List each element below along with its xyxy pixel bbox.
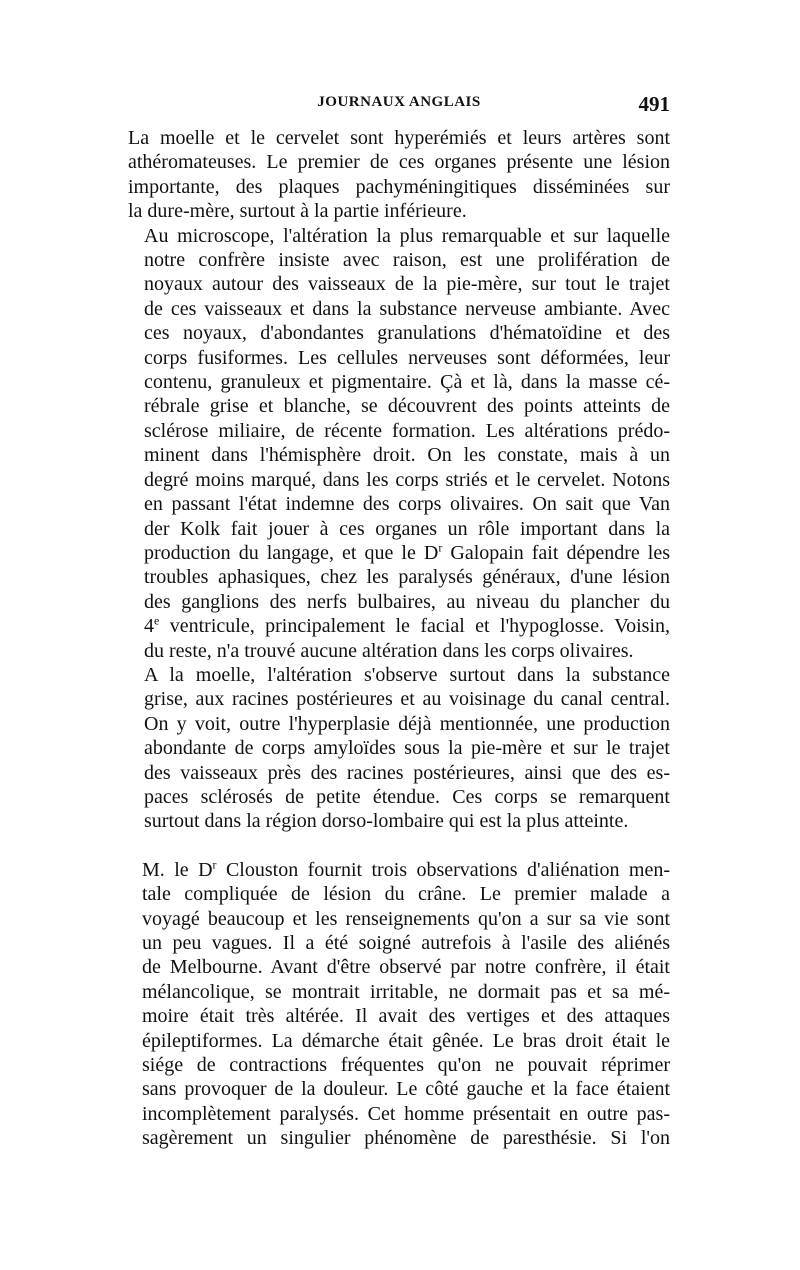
text-line: des ganglions des nerfs bulbaires, au niveau du plancher du xyxy=(144,590,670,613)
text-line: noyaux autour des vaisseaux de la pie-mère, sur tout le trajet xyxy=(144,273,670,296)
text-line: sans provoquer de la douleur. Le côté gauche et la face étaient xyxy=(142,1078,670,1101)
text-line: der Kolk fait jouer à ces organes un rôle important dans la xyxy=(144,517,670,540)
text-line: en passant l'état indemne des corps olivaires. On sait que Van xyxy=(144,493,670,516)
text-line: tale compliquée de lésion du crâne. Le premier malade a xyxy=(142,883,670,906)
text-line: surtout dans la région dorso-lombaire qui est la plus atteinte. xyxy=(144,810,629,833)
text-line: athéromateuses. Le premier de ces organes présente une lésion xyxy=(128,151,670,174)
text-line: corps fusiformes. Les cellules nerveuses sont déformées, leur xyxy=(144,346,670,369)
text-segment: 4 xyxy=(144,615,154,638)
text-line: moire était très altérée. Il avait des vertiges et des attaques xyxy=(142,1005,670,1028)
text-line: siége de contractions fréquentes qu'on ne pouvait réprimer xyxy=(142,1054,670,1077)
text-segment: M. le D xyxy=(142,858,213,881)
text-line: incomplètement paralysés. Cet homme présentait en outre pas- xyxy=(142,1102,670,1125)
paragraph-2 xyxy=(128,224,670,663)
text-line xyxy=(128,858,670,882)
text-line: A la moelle, l'altération s'observe surtout dans la substance xyxy=(144,663,670,686)
text-line: degré moins marqué, dans les corps striés et le cervelet. Notons xyxy=(144,468,670,491)
text-line xyxy=(128,541,670,565)
text-line: minent dans l'hémisphère droit. On les constate, mais à un xyxy=(144,444,670,467)
text-line: la dure-mère, surtout à la partie inférieure. xyxy=(128,200,467,223)
text-line: voyagé beaucoup et les renseignements qu'on a sur sa vie sont xyxy=(142,907,670,930)
running-title: JOURNAUX ANGLAIS xyxy=(317,94,481,110)
text-line: On y voit, outre l'hyperplasie déjà mentionnée, une production xyxy=(144,712,670,735)
text-line: sclérose miliaire, de récente formation. Les altérations prédo- xyxy=(144,419,670,442)
text-line: mélancolique, se montrait irritable, ne dormait pas et sa mé- xyxy=(142,980,670,1003)
text-line: des vaisseaux près des racines postérieures, ainsi que des es- xyxy=(144,761,670,784)
text-line: Au microscope, l'altération la plus remarquable et sur laquelle xyxy=(144,224,670,247)
paragraph-3 xyxy=(128,663,670,834)
text-line: épileptiformes. La démarche était gênée. Le bras droit était le xyxy=(142,1029,670,1052)
text-line: un peu vagues. Il a été soigné autrefois à l'asile des aliénés xyxy=(142,932,670,954)
text-line: de ces vaisseaux et dans la substance nerveuse ambiante. Avec xyxy=(144,297,670,320)
superscript: r xyxy=(212,857,217,872)
text-segment: Galopain fait dépendre les xyxy=(442,541,670,564)
text-line: notre confrère insiste avec raison, est une prolifération de xyxy=(144,249,670,272)
running-head xyxy=(128,94,670,118)
text-line xyxy=(128,614,670,638)
text-line: rébrale grise et blanche, se découvrent des points atteints de xyxy=(144,395,670,418)
superscript: e xyxy=(154,613,160,628)
text-line: importante, des plaques pachyméningitiques disséminées sur xyxy=(128,175,670,198)
text-line: troubles aphasiques, chez les paralysés généraux, d'une lésion xyxy=(144,566,670,589)
text-line: sagèrement un singulier phénomène de paresthésie. Si l'on xyxy=(142,1127,670,1150)
paragraph-1 xyxy=(128,126,670,224)
text-line: La moelle et le cervelet sont hyperémiés et leurs artères sont xyxy=(128,127,670,149)
text-segment: production du langage, et que le D xyxy=(144,541,439,564)
text-line: grise, aux racines postérieures et au voisinage du canal central. xyxy=(144,688,670,711)
text-line: contenu, granuleux et pigmentaire. Çà et là, dans la masse cé- xyxy=(144,371,670,394)
text-line: de Melbourne. Avant d'être observé par notre confrère, il était xyxy=(142,956,670,979)
body-text xyxy=(128,126,670,1151)
text-segment: ventricule, principalement le facial et l'hypoglosse. Voisin, xyxy=(159,615,670,638)
superscript: r xyxy=(438,540,443,555)
text-line: ces noyaux, d'abondantes granulations d'hématoïdine et des xyxy=(144,322,670,345)
text-line: du reste, n'a trouvé aucune altération dans les corps olivaires. xyxy=(144,639,634,662)
page-number: 491 xyxy=(638,92,670,116)
paragraph-4 xyxy=(128,858,670,1151)
text-line: paces sclérosés de petite étendue. Ces corps se remarquent xyxy=(144,785,670,808)
text-segment: Clouston fournit trois observations d'aliénation men- xyxy=(216,858,670,881)
text-line: abondante de corps amyloïdes sous la pie-mère et sur le trajet xyxy=(144,737,670,760)
